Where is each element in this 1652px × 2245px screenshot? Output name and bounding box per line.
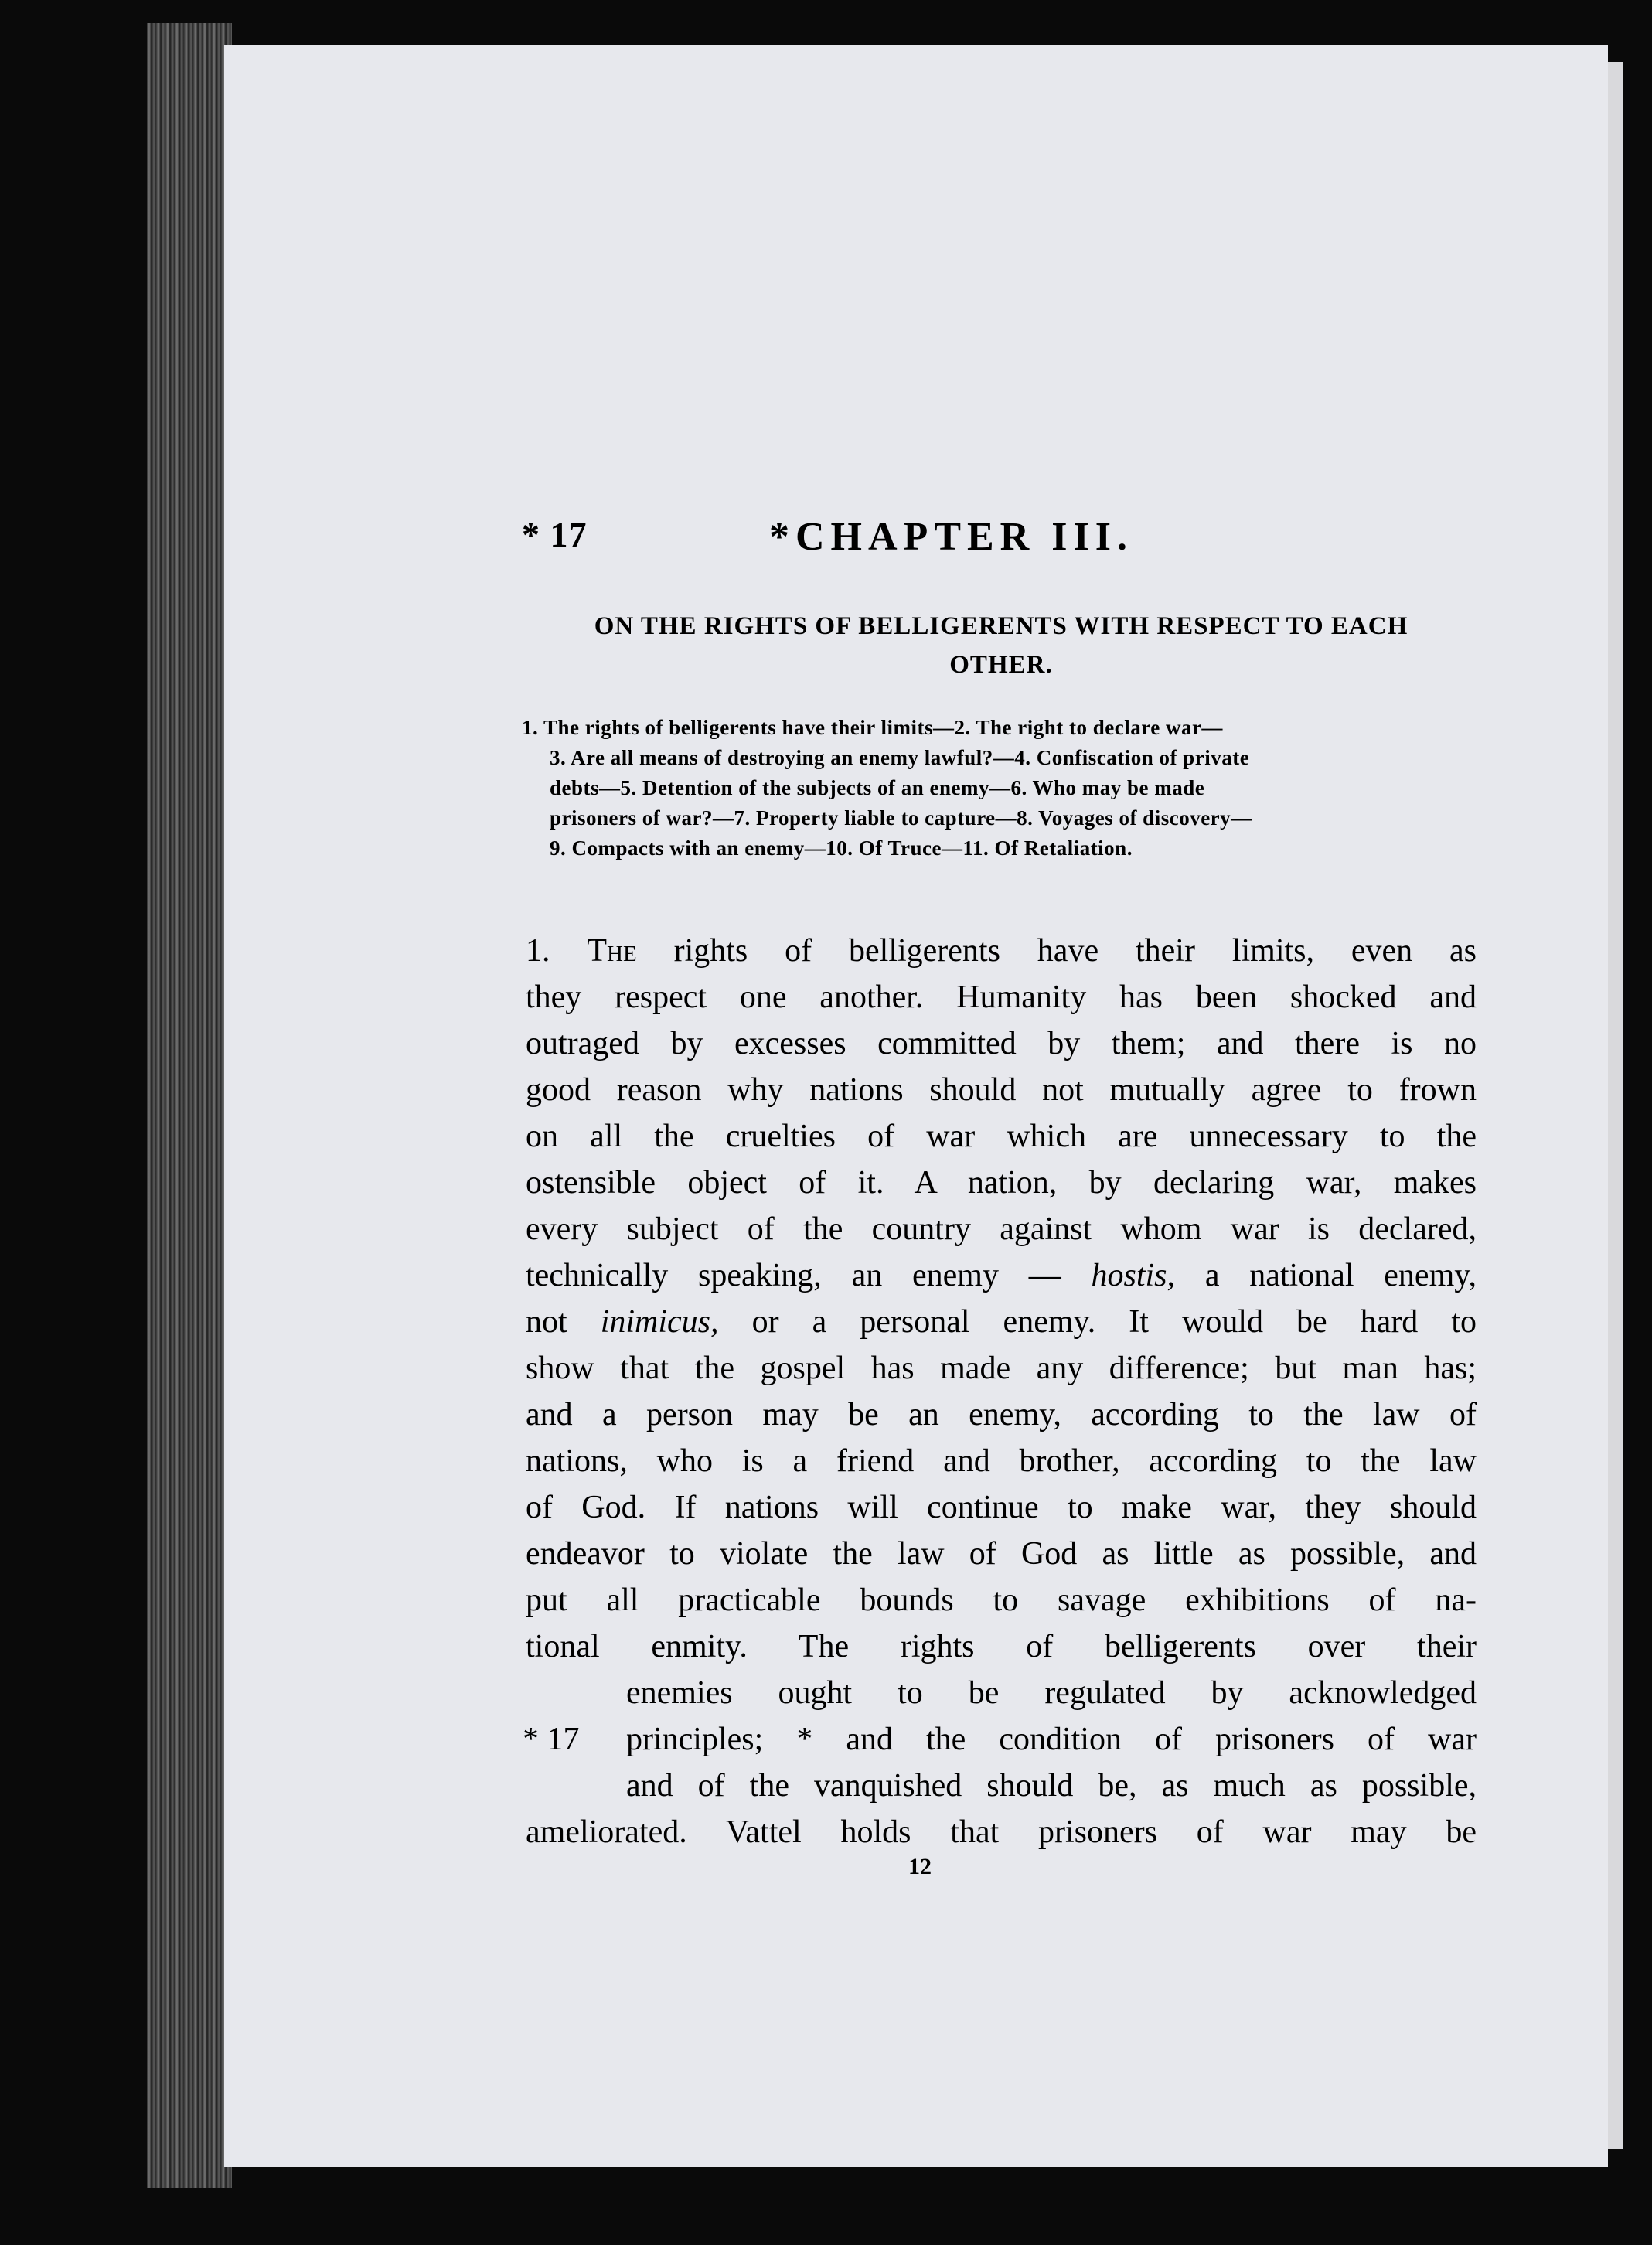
subtitle-line: ON THE RIGHTS OF BELLIGERENTS WITH RESPECT TO EACH [594, 612, 1408, 640]
body-line [526, 1252, 1477, 1299]
page-number: 12 [908, 1854, 932, 1879]
body-line: and of the vanquished should be, as much as possible, [626, 1768, 1477, 1804]
synopsis-line: 3. Are all means of destroying an enemy lawful?—4. Confiscation of private [550, 746, 1250, 769]
drop-word: The [587, 933, 637, 969]
body-line: on all the cruelties of war which are unnecessary to the [526, 1119, 1477, 1154]
line-text: not [526, 1304, 567, 1340]
chapter-title: *CHAPTER III. [769, 515, 1133, 559]
body-line [526, 1299, 1477, 1345]
chapter-synopsis [522, 713, 1480, 864]
body-line: tional enmity. The rights of belligerents over their [526, 1629, 1477, 1664]
line-text: rights of belligerents have their limits, even as [673, 933, 1477, 969]
page-marker: * 17 [522, 515, 588, 554]
body-line: every subject of the country against whom war is declared, [526, 1211, 1477, 1247]
body-line: good reason why nations should not mutually agree to frown [526, 1072, 1477, 1108]
margin-page-marker: * 17 [523, 1722, 580, 1757]
body-line: endeavor to violate the law of God as little as possible, and [526, 1536, 1477, 1572]
synopsis-line: prisoners of war?—7. Property liable to capture—8. Voyages of discovery— [550, 806, 1252, 830]
body-line: enemies ought to be regulated by acknowledged [626, 1675, 1477, 1711]
synopsis-line: 1. The rights of belligerents have their limits—2. The right to declare war— [522, 716, 1223, 739]
subtitle-line: OTHER. [949, 651, 1053, 679]
body-line: they respect one another. Humanity has been shocked and [526, 979, 1477, 1015]
body-text [523, 928, 1477, 1855]
body-line: put all practicable bounds to savage exhibitions of na- [526, 1582, 1477, 1618]
body-line [523, 1716, 1477, 1763]
line-text: principles; * and the condition of prisoners of war [626, 1722, 1477, 1757]
body-line [526, 928, 1477, 974]
body-line: and a person may be an enemy, according to the law of [526, 1397, 1477, 1433]
body-line: outraged by excesses committed by them; and there is no [526, 1026, 1477, 1061]
paragraph-number: 1. [526, 933, 550, 969]
chapter-header [522, 514, 1488, 568]
latin-term: inimicus, [600, 1304, 719, 1340]
chapter-subtitle [522, 607, 1480, 684]
body-line: ameliorated. Vattel holds that prisoners of war may be [526, 1814, 1477, 1850]
page-right-edge [1608, 62, 1623, 2149]
line-text: technically speaking, an enemy — [526, 1258, 1061, 1293]
line-text: a national enemy, [1204, 1258, 1477, 1293]
synopsis-line: 9. Compacts with an enemy—10. Of Truce—11. Of Retaliation. [550, 836, 1133, 860]
body-line: of God. If nations will continue to make war, they should [526, 1490, 1477, 1525]
body-line: ostensible object of it. A nation, by declaring war, makes [526, 1165, 1477, 1201]
latin-term: hostis, [1091, 1258, 1176, 1293]
line-text: or a personal enemy. It would be hard to [751, 1304, 1477, 1340]
book-gutter [147, 23, 232, 2188]
body-line: show that the gospel has made any difference; but man has; [526, 1351, 1477, 1386]
body-line: nations, who is a friend and brother, according to the law [526, 1443, 1477, 1479]
synopsis-line: debts—5. Detention of the subjects of an enemy—6. Who may be made [550, 776, 1205, 799]
